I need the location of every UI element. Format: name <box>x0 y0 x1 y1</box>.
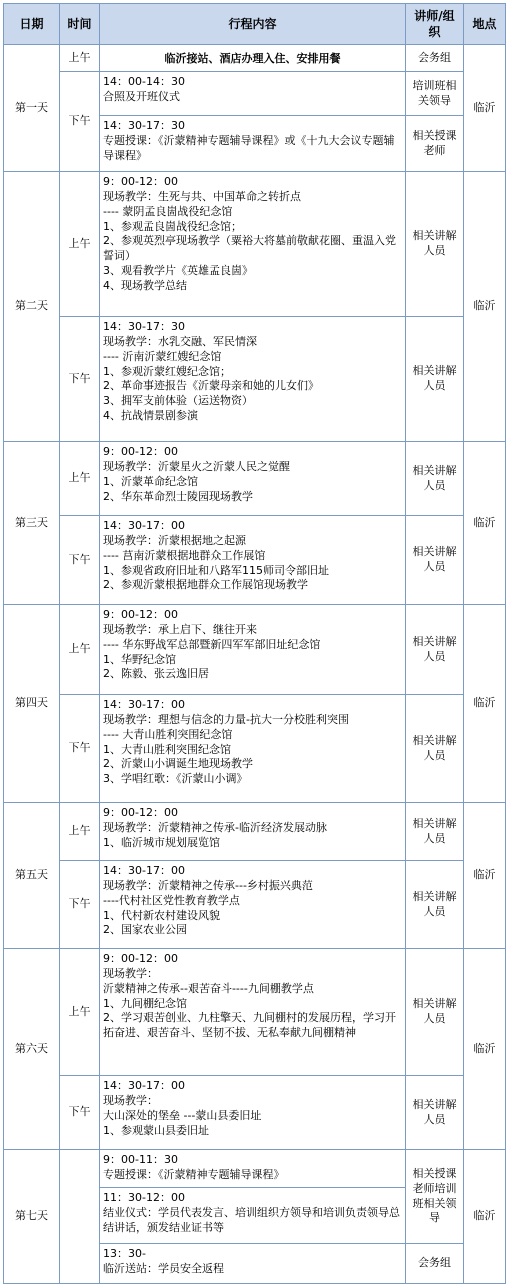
schedule-row <box>4 695 506 803</box>
schedule-row <box>4 72 506 116</box>
header-row <box>4 4 506 45</box>
location-cell: 临沂 <box>464 605 506 803</box>
time-period: 下午 <box>60 317 100 442</box>
header-location: 地点 <box>464 4 506 45</box>
schedule-body <box>4 45 506 1284</box>
itinerary-line: 1、九间棚纪念馆 <box>103 996 187 1010</box>
header-time: 时间 <box>60 4 100 45</box>
itinerary-line: 大山深处的堡垒 ---蒙山县委旧址 <box>103 1108 262 1122</box>
itinerary-content <box>100 317 406 442</box>
itinerary-line: 1、沂蒙革命纪念馆 <box>103 474 198 488</box>
day-label: 第一天 <box>4 45 60 172</box>
header-content: 行程内容 <box>100 4 406 45</box>
day-label: 第四天 <box>4 605 60 803</box>
schedule-row <box>4 949 506 1076</box>
staff-cell: 相关讲解人员 <box>406 695 464 803</box>
itinerary-line: 3、观看教学片《英雄孟良崮》 <box>103 264 253 278</box>
itinerary-line: 1、华野纪念馆 <box>103 652 176 666</box>
itinerary-content <box>100 516 406 605</box>
itinerary-line: 2、陈毅、张云逸旧居 <box>103 667 209 681</box>
itinerary-line: 现场教学：沂蒙精神之传承---乡村振兴典范 <box>103 878 313 892</box>
itinerary-line: 14：30-17：00 <box>103 864 185 877</box>
itinerary-line: 2、革命事迹报告《沂蒙母亲和她的儿女们》 <box>103 379 319 393</box>
itinerary-content <box>100 116 406 172</box>
itinerary-line: 合照及开班仪式 <box>103 89 180 103</box>
staff-cell: 相关讲解人员 <box>406 605 464 695</box>
staff-cell: 相关讲解人员 <box>406 949 464 1076</box>
day-label: 第三天 <box>4 442 60 605</box>
itinerary-line: 专题授课：《沂蒙精神专题辅导课程》 <box>103 1167 285 1181</box>
itinerary-content <box>100 1076 406 1150</box>
schedule-row <box>4 442 506 516</box>
location-cell: 临沂 <box>464 1150 506 1284</box>
itinerary-line: 2、学习艰苦创业、九柱擎天、九间棚村的发展历程，学习开拓奋进、艰苦奋斗、坚韧不拔、无私奉献九间棚精神 <box>103 1011 396 1040</box>
itinerary-line: 9：00-12：00 <box>103 175 178 188</box>
itinerary-line: 2、参观英烈亭现场教学（粟裕大将墓前敬献花圈、重温入党誓词） <box>103 234 396 263</box>
itinerary-line: 现场教学：生死与共、中国革命之转折点 <box>103 189 301 203</box>
itinerary-line: 现场教学：理想与信念的力量-抗大一分校胜利突围 <box>103 712 349 726</box>
itinerary-line: 13：30- <box>103 1247 146 1260</box>
header-date: 日期 <box>4 4 60 45</box>
itinerary-line: 现场教学：沂蒙星火之沂蒙人民之觉醒 <box>103 459 290 473</box>
itinerary-content <box>100 442 406 516</box>
location-cell: 临沂 <box>464 803 506 949</box>
itinerary-line: 现场教学：沂蒙根据地之起源 <box>103 533 246 547</box>
itinerary-line: ----代村社区党性教育教学点 <box>103 893 240 907</box>
day-label: 第二天 <box>4 172 60 442</box>
itinerary-content <box>100 172 406 317</box>
staff-cell: 相关授课老师 <box>406 116 464 172</box>
itinerary-line: 14：30-17：00 <box>103 519 185 532</box>
location-cell: 临沂 <box>464 45 506 172</box>
itinerary-line: 1、参观省政府旧址和八路军115师司令部旧址 <box>103 563 329 577</box>
day-label: 第六天 <box>4 949 60 1150</box>
schedule-row <box>4 317 506 442</box>
staff-cell: 相关讲解人员 <box>406 803 464 861</box>
itinerary-line: 4、抗战情景剧参演 <box>103 409 198 423</box>
itinerary-line: ---- 大青山胜利突围纪念馆 <box>103 727 233 741</box>
itinerary-content <box>100 1244 406 1284</box>
itinerary-line: 临沂送站：学员安全返程 <box>103 1261 224 1275</box>
staff-cell: 培训班相关领导 <box>406 72 464 116</box>
schedule-row <box>4 861 506 949</box>
schedule-row <box>4 45 506 72</box>
itinerary-line: 临沂接站、酒店办理入住、安排用餐 <box>164 51 341 65</box>
itinerary-line: 现场教学：水乳交融、军民情深 <box>103 334 257 348</box>
itinerary-line: 14：30-17：00 <box>103 1079 185 1092</box>
staff-cell: 相关讲解人员 <box>406 1076 464 1150</box>
time-period: 上午 <box>60 949 100 1076</box>
itinerary-line: 11：30-12：00 <box>103 1191 185 1204</box>
itinerary-line: 4、现场教学总结 <box>103 278 187 292</box>
time-period: 上午 <box>60 605 100 695</box>
itinerary-line: ---- 蒙阴孟良崮战役纪念馆 <box>103 204 233 218</box>
time-period: 下午 <box>60 72 100 172</box>
schedule-row <box>4 516 506 605</box>
itinerary-line: 2、国家农业公园 <box>103 923 187 937</box>
staff-cell: 相关讲解人员 <box>406 516 464 605</box>
itinerary-content <box>100 72 406 116</box>
itinerary-line: 2、参观沂蒙根据地群众工作展馆现场教学 <box>103 578 308 592</box>
itinerary-line: 9：00-12：00 <box>103 806 178 819</box>
itinerary-content <box>100 803 406 861</box>
itinerary-line: 专题授课：《沂蒙精神专题辅导课程》或《十九大会议专题辅导课程》 <box>103 133 395 162</box>
day-label: 第五天 <box>4 803 60 949</box>
itinerary-line: 1、参观蒙山县委旧址 <box>103 1123 209 1137</box>
staff-cell: 会务组 <box>406 1244 464 1284</box>
itinerary-content <box>100 695 406 803</box>
itinerary-line: 1、临沂城市规划展览馆 <box>103 835 220 849</box>
time-period: 下午 <box>60 516 100 605</box>
itinerary-line: 现场教学： <box>103 966 158 980</box>
time-period: 上午 <box>60 803 100 861</box>
time-period: 下午 <box>60 861 100 949</box>
time-period: 下午 <box>60 1076 100 1150</box>
itinerary-line: 14：30-17：00 <box>103 698 185 711</box>
itinerary-line: 3、拥军支前体验（运送物资） <box>103 394 253 408</box>
itinerary-content <box>100 861 406 949</box>
schedule-row <box>4 605 506 695</box>
itinerary-line: ---- 华东野战军总部暨新四军军部旧址纪念馆 <box>103 637 321 651</box>
itinerary-content <box>100 605 406 695</box>
schedule-row <box>4 172 506 317</box>
staff-cell: 相关讲解人员 <box>406 172 464 317</box>
itinerary-line: ---- 莒南沂蒙根据地群众工作展馆 <box>103 548 266 562</box>
staff-cell: 相关讲解人员 <box>406 861 464 949</box>
time-period: 下午 <box>60 695 100 803</box>
itinerary-line: 3、学唱红歌：《沂蒙山小调》 <box>103 772 248 786</box>
staff-cell: 相关讲解人员 <box>406 317 464 442</box>
time-period: 上午 <box>60 442 100 516</box>
itinerary-line: 2、华东革命烈士陵园现场教学 <box>103 489 253 503</box>
itinerary-line: 14：00-14：30 <box>103 75 185 88</box>
schedule-row <box>4 803 506 861</box>
itinerary-line: 1、参观沂蒙红嫂纪念馆； <box>103 364 231 378</box>
itinerary-line: 9：00-11：30 <box>103 1153 178 1166</box>
schedule-table <box>3 3 506 1284</box>
itinerary-line: 现场教学： <box>103 1093 158 1107</box>
time-period-empty <box>60 1150 100 1284</box>
itinerary-line: 14：30-17：30 <box>103 119 185 132</box>
header-staff: 讲师/组织 <box>406 4 464 45</box>
staff-cell: 会务组 <box>406 45 464 72</box>
itinerary-line: 结业仪式：学员代表发言、培训组织方领导和培训负责领导总结讲话，颁发结业证书等 <box>103 1205 400 1234</box>
itinerary-content <box>100 1188 406 1244</box>
time-period: 上午 <box>60 45 100 72</box>
itinerary-line: ---- 沂南沂蒙红嫂纪念馆 <box>103 349 222 363</box>
day-label: 第七天 <box>4 1150 60 1284</box>
itinerary-line: 1、参观孟良崮战役纪念馆； <box>103 219 242 233</box>
itinerary-line: 14：30-17：30 <box>103 320 185 333</box>
itinerary-line: 9：00-12：00 <box>103 608 178 621</box>
itinerary-line: 沂蒙精神之传承--艰苦奋斗----九间棚教学点 <box>103 981 314 995</box>
schedule-row <box>4 1150 506 1188</box>
itinerary-line: 1、代村新农村建设风貌 <box>103 908 220 922</box>
itinerary-content <box>100 1150 406 1188</box>
itinerary-line: 1、大青山胜利突围纪念馆 <box>103 742 231 756</box>
itinerary-line: 9：00-12：00 <box>103 445 178 458</box>
itinerary-line: 2、沂蒙山小调诞生地现场教学 <box>103 757 253 771</box>
itinerary-content <box>100 45 406 72</box>
time-period: 上午 <box>60 172 100 317</box>
itinerary-line: 现场教学：沂蒙精神之传承-临沂经济发展动脉 <box>103 820 327 834</box>
itinerary-line: 现场教学：承上启下、继往开来 <box>103 622 257 636</box>
staff-cell: 相关授课老师培训班相关领导 <box>406 1150 464 1244</box>
itinerary-content <box>100 949 406 1076</box>
staff-cell: 相关讲解人员 <box>406 442 464 516</box>
schedule-row <box>4 1076 506 1150</box>
location-cell: 临沂 <box>464 442 506 605</box>
itinerary-line: 9：00-12：00 <box>103 952 178 965</box>
location-cell: 临沂 <box>464 172 506 442</box>
location-cell: 临沂 <box>464 949 506 1150</box>
